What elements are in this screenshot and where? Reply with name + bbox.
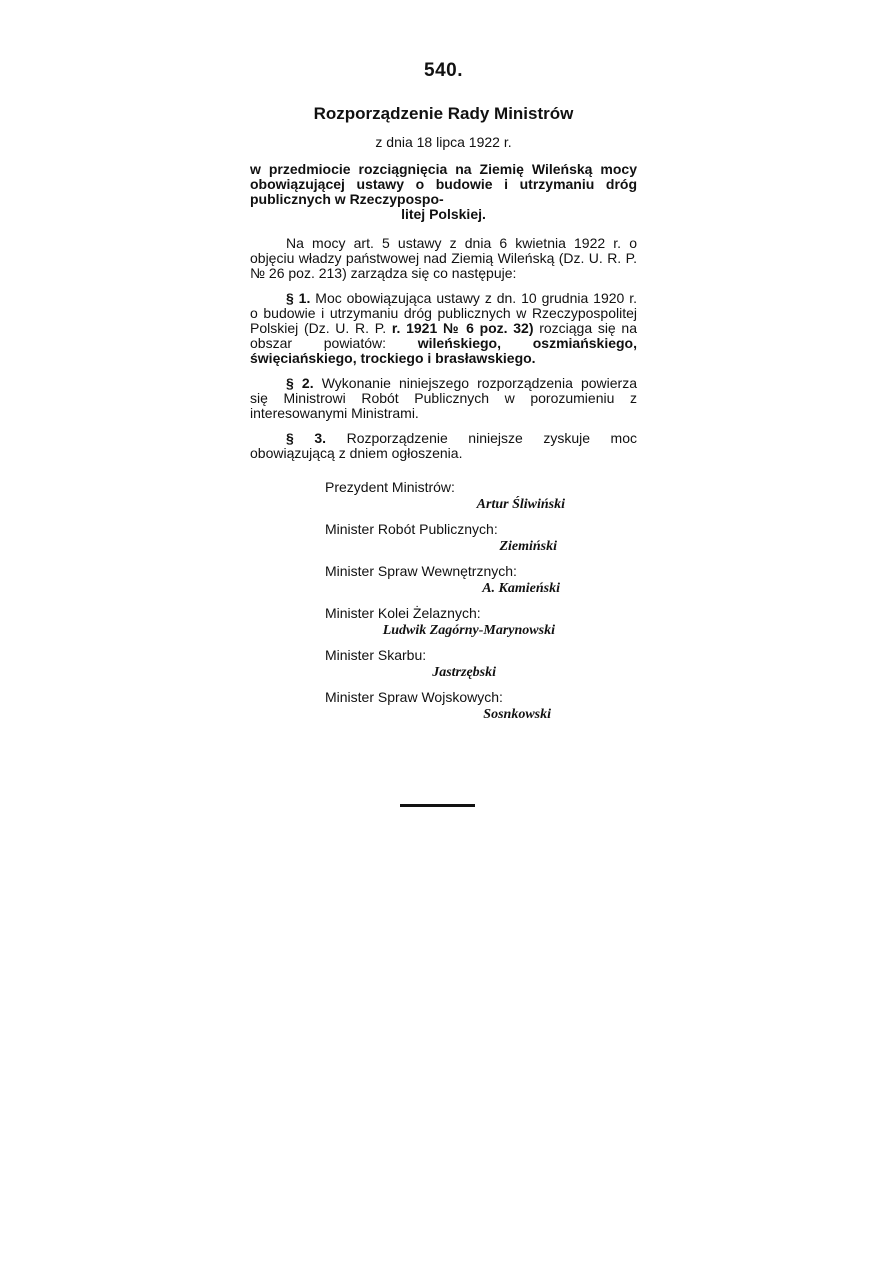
signature-name: Sosnkowski: [483, 707, 551, 722]
signature-name: Jastrzębski: [432, 665, 496, 680]
section-1-citation: r. 1921 № 6 poz. 32): [391, 320, 534, 336]
section-2-text: Wykonanie niniejszego rozporządzenia powierza się Ministrowi Robót Publicznych w porozumieniu z interesowanymi Ministrami.: [250, 375, 638, 421]
section-2-label: § 2.: [286, 375, 314, 391]
section-1: [250, 291, 637, 366]
signature-role: Minister Robót Publicznych:: [325, 521, 498, 537]
signature-name: Artur Śliwiński: [476, 497, 565, 512]
signature-treasury: [325, 647, 595, 681]
signature-public-works: [325, 521, 595, 555]
signature-role: Prezydent Ministrów:: [325, 479, 455, 495]
section-1-label: § 1.: [286, 290, 311, 306]
subject-last-line: litej Polskiej.: [401, 206, 486, 222]
section-3-text: Rozporządzenie niniejsze zyskuje moc obowiązującą z dniem ogłoszenia.: [250, 430, 638, 461]
section-1-districts: wileńskiego, oszmiańskiego, święciańskiego, trockiego i brasławskiego.: [250, 335, 637, 366]
document-date: z dnia 18 lipca 1922 r.: [375, 134, 512, 150]
signature-prime-minister: [325, 479, 595, 513]
signatures-block: [325, 479, 595, 723]
signature-name: A. Kamieński: [482, 581, 560, 596]
signature-military: [325, 689, 595, 723]
page-number: 540.: [424, 60, 463, 81]
signature-interior: [325, 563, 595, 597]
signature-role: Minister Spraw Wojskowych:: [325, 689, 503, 705]
section-1-text: Moc obowiązująca ustawy z dn. 10 grudnia 1920 r. o budowie i utrzymaniu dróg publicznych w Rzeczypospolitej Polskiej (Dz. U. R. P.: [250, 290, 638, 336]
signature-role: Minister Spraw Wewnętrznych:: [325, 563, 517, 579]
signature-role: Minister Skarbu:: [325, 647, 427, 663]
preamble: Na mocy art. 5 ustawy z dnia 6 kwietnia 1922 r. o objęciu władzy państwowej nad Ziemią Wileńską (Dz. U. R. P. № 26 poz. 213) zarządza się co następuje:: [250, 235, 637, 281]
document-page: [250, 60, 637, 731]
signature-role: Minister Kolei Żelaznych:: [325, 605, 481, 621]
signature-railways: [325, 605, 595, 639]
document-title: Rozporządzenie Rady Ministrów: [313, 104, 574, 123]
subject-main: w przedmiocie rozciągnięcia na Ziemię Wileńską mocy obowiązującej ustawy o budowie i utrzymaniu dróg publicznych w Rzeczypospo-: [250, 161, 637, 207]
section-3: [250, 431, 637, 461]
section-3-label: § 3.: [286, 430, 327, 446]
section-1-text-2: rozciąga się na obszar powiatów:: [250, 320, 637, 351]
document-subject: [250, 162, 637, 222]
signature-name: Ziemiński: [499, 539, 557, 554]
signature-name: Ludwik Zagórny-Marynowski: [382, 623, 555, 638]
closing-rule: [400, 804, 475, 807]
section-2: [250, 376, 637, 421]
